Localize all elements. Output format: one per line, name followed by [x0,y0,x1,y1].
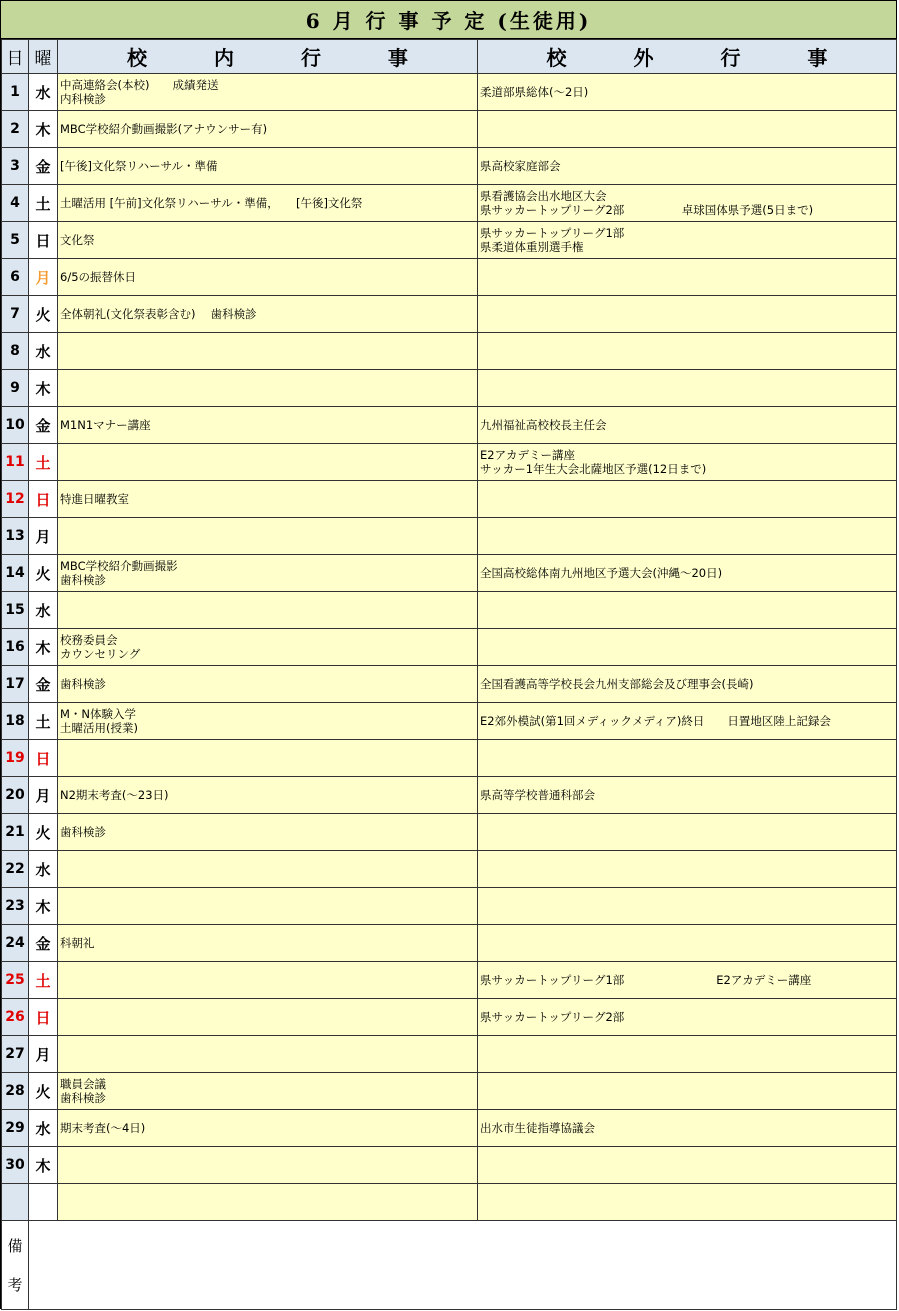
external-event: 県サッカートップリーグ1部 県柔道体重別選手権 [478,222,897,259]
internal-event [58,999,478,1036]
day-number: 22 [2,851,29,888]
internal-event: 校務委員会 カウンセリング [58,629,478,666]
day-number: 21 [2,814,29,851]
internal-event: 特進日曜教室 [58,481,478,518]
schedule-row [2,1147,897,1184]
internal-event [58,592,478,629]
day-number: 15 [2,592,29,629]
day-number: 23 [2,888,29,925]
schedule-row [2,296,897,333]
internal-event: N2期末考査(～23日) [58,777,478,814]
internal-event: MBC学校紹介動画撮影(アナウンサー有) [58,111,478,148]
schedule-row [2,333,897,370]
schedule-row [2,407,897,444]
schedule-row [2,185,897,222]
internal-event [58,444,478,481]
weekday: 月 [29,1036,58,1073]
day-number: 14 [2,555,29,592]
internal-event [58,333,478,370]
day-number: 30 [2,1147,29,1184]
schedule-table [1,39,897,1221]
external-event [478,1147,897,1184]
external-event [478,814,897,851]
schedule-row [2,555,897,592]
weekday: 水 [29,74,58,111]
schedule-row [2,222,897,259]
day-number: 18 [2,703,29,740]
schedule-row [2,1184,897,1221]
internal-event [58,1036,478,1073]
schedule-row [2,925,897,962]
weekday [29,1184,58,1221]
day-number [2,1184,29,1221]
external-event [478,851,897,888]
internal-event: 期末考査(～4日) [58,1110,478,1147]
day-number: 1 [2,74,29,111]
schedule-row [2,370,897,407]
external-event: 県サッカートップリーグ1部 E2アカデミー講座 [478,962,897,999]
external-event [478,481,897,518]
external-event: 九州福祉高校校長主任会 [478,407,897,444]
day-number: 4 [2,185,29,222]
schedule-row [2,148,897,185]
schedule-row [2,629,897,666]
schedule-row [2,962,897,999]
weekday: 日 [29,481,58,518]
external-event [478,111,897,148]
external-event: 全国高校総体南九州地区予選大会(沖縄～20日) [478,555,897,592]
weekday: 水 [29,851,58,888]
internal-event [58,1147,478,1184]
weekday: 木 [29,111,58,148]
day-number: 9 [2,370,29,407]
day-number: 5 [2,222,29,259]
internal-event [58,1184,478,1221]
external-event: 県サッカートップリーグ2部 [478,999,897,1036]
internal-event [58,962,478,999]
internal-event [58,370,478,407]
weekday: 日 [29,999,58,1036]
weekday: 木 [29,888,58,925]
notes-label [2,1221,29,1310]
internal-event: 科朝礼 [58,925,478,962]
external-event [478,333,897,370]
day-number: 2 [2,111,29,148]
schedule-row [2,111,897,148]
header-row [2,40,897,74]
schedule-row [2,1110,897,1147]
schedule-row [2,259,897,296]
external-event [478,1184,897,1221]
day-number: 19 [2,740,29,777]
notes-label-char-1: 備 [7,1237,23,1255]
external-event [478,370,897,407]
day-number: 10 [2,407,29,444]
day-number: 13 [2,518,29,555]
weekday: 火 [29,814,58,851]
day-number: 11 [2,444,29,481]
schedule-row [2,1073,897,1110]
internal-event: 6/5の振替休日 [58,259,478,296]
weekday: 水 [29,1110,58,1147]
external-event: E2アカデミー講座 サッカー1年生大会北薩地区予選(12日まで) [478,444,897,481]
external-event [478,1036,897,1073]
internal-event: 文化祭 [58,222,478,259]
internal-event: MBC学校紹介動画撮影 歯科検診 [58,555,478,592]
internal-event: M1N1マナー講座 [58,407,478,444]
schedule-row [2,851,897,888]
external-event [478,888,897,925]
weekday: 水 [29,333,58,370]
day-number: 6 [2,259,29,296]
internal-event: 全体朝礼(文化祭表彰含む) 歯科検診 [58,296,478,333]
day-number: 28 [2,1073,29,1110]
internal-events-header: 校 内 行 事 [58,40,478,74]
external-event [478,925,897,962]
external-event [478,592,897,629]
external-event: 全国看護高等学校長会九州支部総会及び理事会(長崎) [478,666,897,703]
schedule-row [2,740,897,777]
weekday: 木 [29,370,58,407]
internal-event: 職員会議 歯科検診 [58,1073,478,1110]
day-number: 25 [2,962,29,999]
external-event: 柔道部県総体(～2日) [478,74,897,111]
internal-event: 土曜活用 [午前]文化祭リハーサル・準備， [午後]文化祭 [58,185,478,222]
weekday: 土 [29,962,58,999]
internal-event: M・N体験入学 土曜活用(授業) [58,703,478,740]
day-header: 日 [2,40,29,74]
weekday: 土 [29,185,58,222]
day-number: 17 [2,666,29,703]
weekday: 木 [29,629,58,666]
schedule-row [2,703,897,740]
schedule-row [2,481,897,518]
internal-event [58,851,478,888]
weekday: 火 [29,296,58,333]
external-event: 県看護協会出水地区大会 県サッカートップリーグ2部 卓球国体県予選(5日まで) [478,185,897,222]
notes-table [1,1220,897,1310]
internal-event: 中高連絡会(本校) 成績発送 内科検診 [58,74,478,111]
notes-content [29,1221,897,1310]
weekday: 土 [29,444,58,481]
weekday: 日 [29,222,58,259]
day-number: 24 [2,925,29,962]
day-number: 8 [2,333,29,370]
weekday: 金 [29,407,58,444]
external-event [478,296,897,333]
day-number: 20 [2,777,29,814]
schedule-row [2,777,897,814]
weekday: 月 [29,518,58,555]
schedule-row [2,518,897,555]
external-event: E2郊外模試(第1回メディックメディア)終日 日置地区陸上記録会 [478,703,897,740]
internal-event: 歯科検診 [58,666,478,703]
internal-event: 歯科検診 [58,814,478,851]
schedule-row [2,1036,897,1073]
weekday: 土 [29,703,58,740]
day-number: 26 [2,999,29,1036]
weekday: 金 [29,925,58,962]
schedule-row [2,666,897,703]
notes-label-char-2: 考 [7,1276,23,1294]
schedule-row [2,888,897,925]
external-event: 出水市生徒指導協議会 [478,1110,897,1147]
external-event [478,518,897,555]
internal-event: [午後]文化祭リハーサル・準備 [58,148,478,185]
weekday: 火 [29,555,58,592]
external-event [478,629,897,666]
external-event [478,259,897,296]
day-number: 27 [2,1036,29,1073]
internal-event [58,518,478,555]
schedule-row [2,999,897,1036]
external-events-header: 校 外 行 事 [478,40,897,74]
weekday-header: 曜 [29,40,58,74]
schedule-row [2,444,897,481]
external-event [478,1073,897,1110]
day-number: 16 [2,629,29,666]
weekday: 水 [29,592,58,629]
weekday: 木 [29,1147,58,1184]
external-event [478,740,897,777]
external-event: 県高校家庭部会 [478,148,897,185]
weekday: 金 [29,148,58,185]
internal-event [58,740,478,777]
day-number: 12 [2,481,29,518]
page-title: 6 月 行 事 予 定 (生徒用) [1,1,896,39]
schedule-row [2,74,897,111]
schedule-row [2,814,897,851]
day-number: 3 [2,148,29,185]
external-event: 県高等学校普通科部会 [478,777,897,814]
weekday: 月 [29,259,58,296]
weekday: 金 [29,666,58,703]
schedule-row [2,592,897,629]
weekday: 日 [29,740,58,777]
day-number: 29 [2,1110,29,1147]
day-number: 7 [2,296,29,333]
weekday: 火 [29,1073,58,1110]
internal-event [58,888,478,925]
weekday: 月 [29,777,58,814]
